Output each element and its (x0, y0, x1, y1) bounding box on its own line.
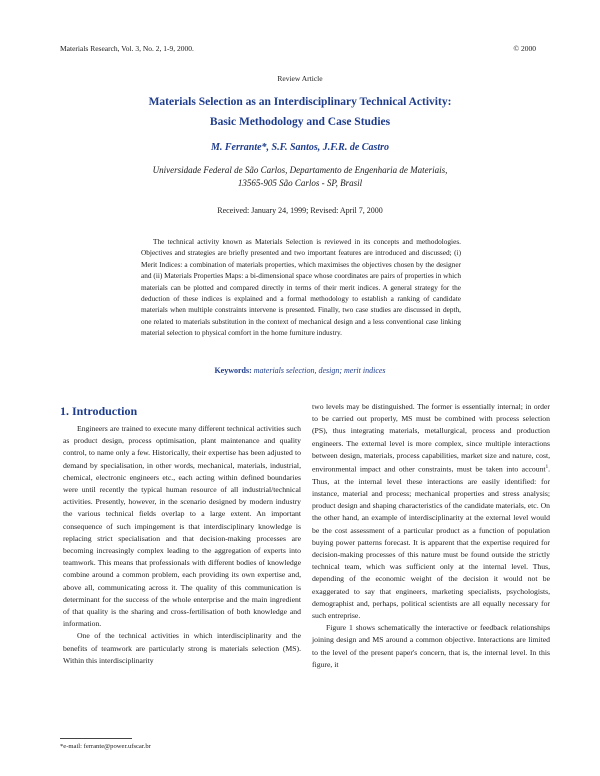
section-heading-introduction: 1. Introduction (60, 404, 138, 418)
intro-paragraph-1: Engineers are trained to execute many different technical activities such as product design, process optimisation, plant maintenance and quality control, to name only a few. Historically, their expertise has been adjusted to demand by specialisation, in other words, mechanical, materials, industrial, chemical, electronic engineers etc., each acting within defined boundaries were until recently the typical human resource of all industrial/technical activities. Presently, however, in the scenario designed by modern industry the various technical fields overlap to a large extent. An important consequence of such impingement is that interdisciplinary knowledge is replacing strict specialisation and that decision-making processes are becoming increasingly complex leading to the aggregation of experts into teamwork. This means that professionals with different bodies of knowledge combine around a common problem, each providing its own expertise and, above all, communicating across it. The quality of this communication is determinant for the success of the whole enterprise and the main ingredient of that quality is the sharing and cross-fertilisation of both knowledge and information. (63, 424, 301, 629)
intro-paragraph-2: One of the technical activities in which interdisciplinarity and the benefits of teamwork are particularly strong is materials selection (MS). Within this interdisciplinarity (63, 631, 301, 665)
authors: M. Ferrante*, S.F. Santos, J.F.R. de Castro (210, 142, 390, 153)
article-title (60, 92, 540, 132)
keywords-list: materials selection, design; merit indices (253, 366, 386, 375)
received-dates: Received: January 24, 1999; Revised: April 7, 2000 (217, 206, 383, 215)
left-column (63, 423, 301, 667)
affiliation-line-1: Universidade Federal de São Carlos, Departamento de Engenharia de Materiais, (152, 165, 448, 175)
running-header-journal: Materials Research, Vol. 3, No. 2, 1-9, 2000. (60, 44, 194, 53)
intro-paragraph-3 (312, 401, 550, 622)
title-line-1: Materials Selection as an Interdisciplinary Technical Activity: (148, 96, 452, 108)
keywords-label: Keywords: (214, 366, 252, 375)
paragraph-3-text-b: . Thus, at the internal level these interactions are easily identified: for instance, material and process; mechanical properties and stress analysis; product design and shaping characteristics of the candidate materials, etc. On the other hand, an example of interdisciplinarity at the external level would be the cost assessment of a particular product as a function of population buying power patterns forecast. It is apparent that the expertise required for decision-making processes of this nature must be found outside the strictly technical team, which was sufficient only at the internal level. Thus, depending of the economic weight of the decision it would not be exaggerated to say that engineers, marketing specialists, psychologists, demographist and, perhaps, political scientists are all equally necessary for such entreprise. (312, 464, 550, 621)
paragraph-3-text-a: two levels may be distinguished. The former is essentially internal; in order to be carried out properly, MS must be combined with process selection (PS), thus integrating materials, metallurgical, process and production engineers. The external level is more complex, since multiple interactions between design, materials, process capabilities, market size and nature, cost, environmental impact and other constraints, must be taken into account (312, 402, 550, 474)
right-column (312, 401, 550, 671)
affiliation (0, 164, 600, 190)
abstract: The technical activity known as Materials Selection is reviewed in its concepts and methodologies. Objectives and strategies are briefly presented and two important features are introduced and discussed; (i) Merit Indices: a combination of materials properties, which maximises the objectives chosen by the designer and (ii) Materials Properties Maps: a bi-dimensional space whose coordinates are pairs of properties in which materials can be plotted and compared directly in terms of their merit indices. A general strategy for the deduction of these indices is explained and a formal methodology to establish a ranking of candidate materials when multiple constraints intervene is presented. Finally, two case studies are discussed in depth, one related to materials substitution in the context of mechanical design and a less conventional case linking material selection to physical comfort in the home furniture industry. (141, 237, 461, 338)
intro-paragraph-4: Figure 1 shows schematically the interactive or feedback relationships joining design and MS around a common objective. Interactions are limited to the level of the present paper's concern, that is, the internal level. In this figure, it (312, 623, 550, 669)
title-line-2: Basic Methodology and Case Studies (209, 116, 391, 128)
affiliation-line-2: 13565-905 São Carlos - SP, Brasil (237, 178, 363, 188)
article-type: Review Article (277, 74, 323, 83)
citation-1: 1 (545, 465, 549, 471)
footnote-divider (60, 738, 132, 739)
footnote-email: *e-mail: ferrante@power.ufscar.br (60, 743, 151, 750)
keywords (0, 366, 600, 375)
running-header-copyright: © 2000 (513, 44, 536, 53)
